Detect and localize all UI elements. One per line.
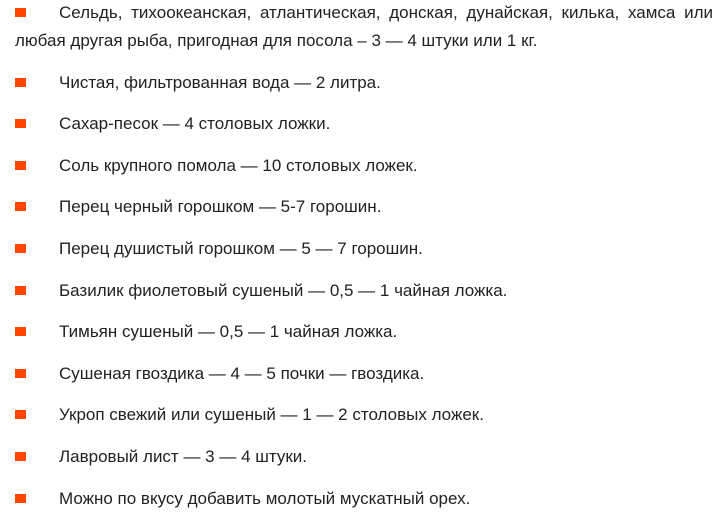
ingredient-text: Соль крупного помола — 10 столовых ложек. (59, 155, 418, 175)
square-bullet-icon (15, 202, 26, 211)
list-item (0, 277, 717, 305)
list-item (0, 485, 717, 513)
list-item (0, 0, 717, 55)
ingredient-text: Чистая, фильтрованная вода — 2 литра. (59, 72, 381, 92)
square-bullet-icon (15, 286, 26, 295)
square-bullet-icon (15, 161, 26, 170)
list-item (0, 360, 717, 388)
list-item (0, 69, 717, 97)
ingredient-text: Лавровый лист — 3 — 4 штуки. (59, 446, 308, 466)
list-item (0, 110, 717, 138)
square-bullet-icon (15, 119, 26, 128)
ingredient-text: Перец черный горошком — 5-7 горошин. (59, 197, 382, 217)
ingredient-text: Перец душистый горошком — 5 — 7 горошин. (59, 238, 423, 258)
list-item (0, 401, 717, 429)
ingredient-text: Базилик фиолетовый сушеный — 0,5 — 1 чайная ложка. (59, 280, 508, 300)
square-bullet-icon (15, 452, 26, 461)
ingredient-text: Можно по вкусу добавить молотый мускатный орех. (59, 488, 471, 508)
square-bullet-icon (15, 78, 26, 87)
ingredient-text: Сушеная гвоздика — 4 — 5 почки — гвоздика. (59, 363, 425, 383)
ingredient-text: Укроп свежий или сушеный — 1 — 2 столовых ложек. (59, 405, 484, 425)
square-bullet-icon (15, 494, 26, 503)
list-item (0, 443, 717, 471)
list-item (0, 235, 717, 263)
ingredient-text: Сельдь, тихоокеанская, атлантическая, донская, дунайская, килька, хамса или любая другая рыба, пригодная для посола – 3 — 4 штуки или 1 кг. (15, 3, 713, 50)
list-item (0, 193, 717, 221)
ingredient-text: Тимьян сушеный — 0,5 — 1 чайная ложка. (59, 322, 398, 342)
ingredient-text: Сахар-песок — 4 столовых ложки. (59, 114, 331, 134)
square-bullet-icon (15, 244, 26, 253)
square-bullet-icon (15, 327, 26, 336)
list-item (0, 318, 717, 346)
list-item (0, 152, 717, 180)
square-bullet-icon (15, 369, 26, 378)
square-bullet-icon (15, 8, 26, 17)
square-bullet-icon (15, 410, 26, 419)
